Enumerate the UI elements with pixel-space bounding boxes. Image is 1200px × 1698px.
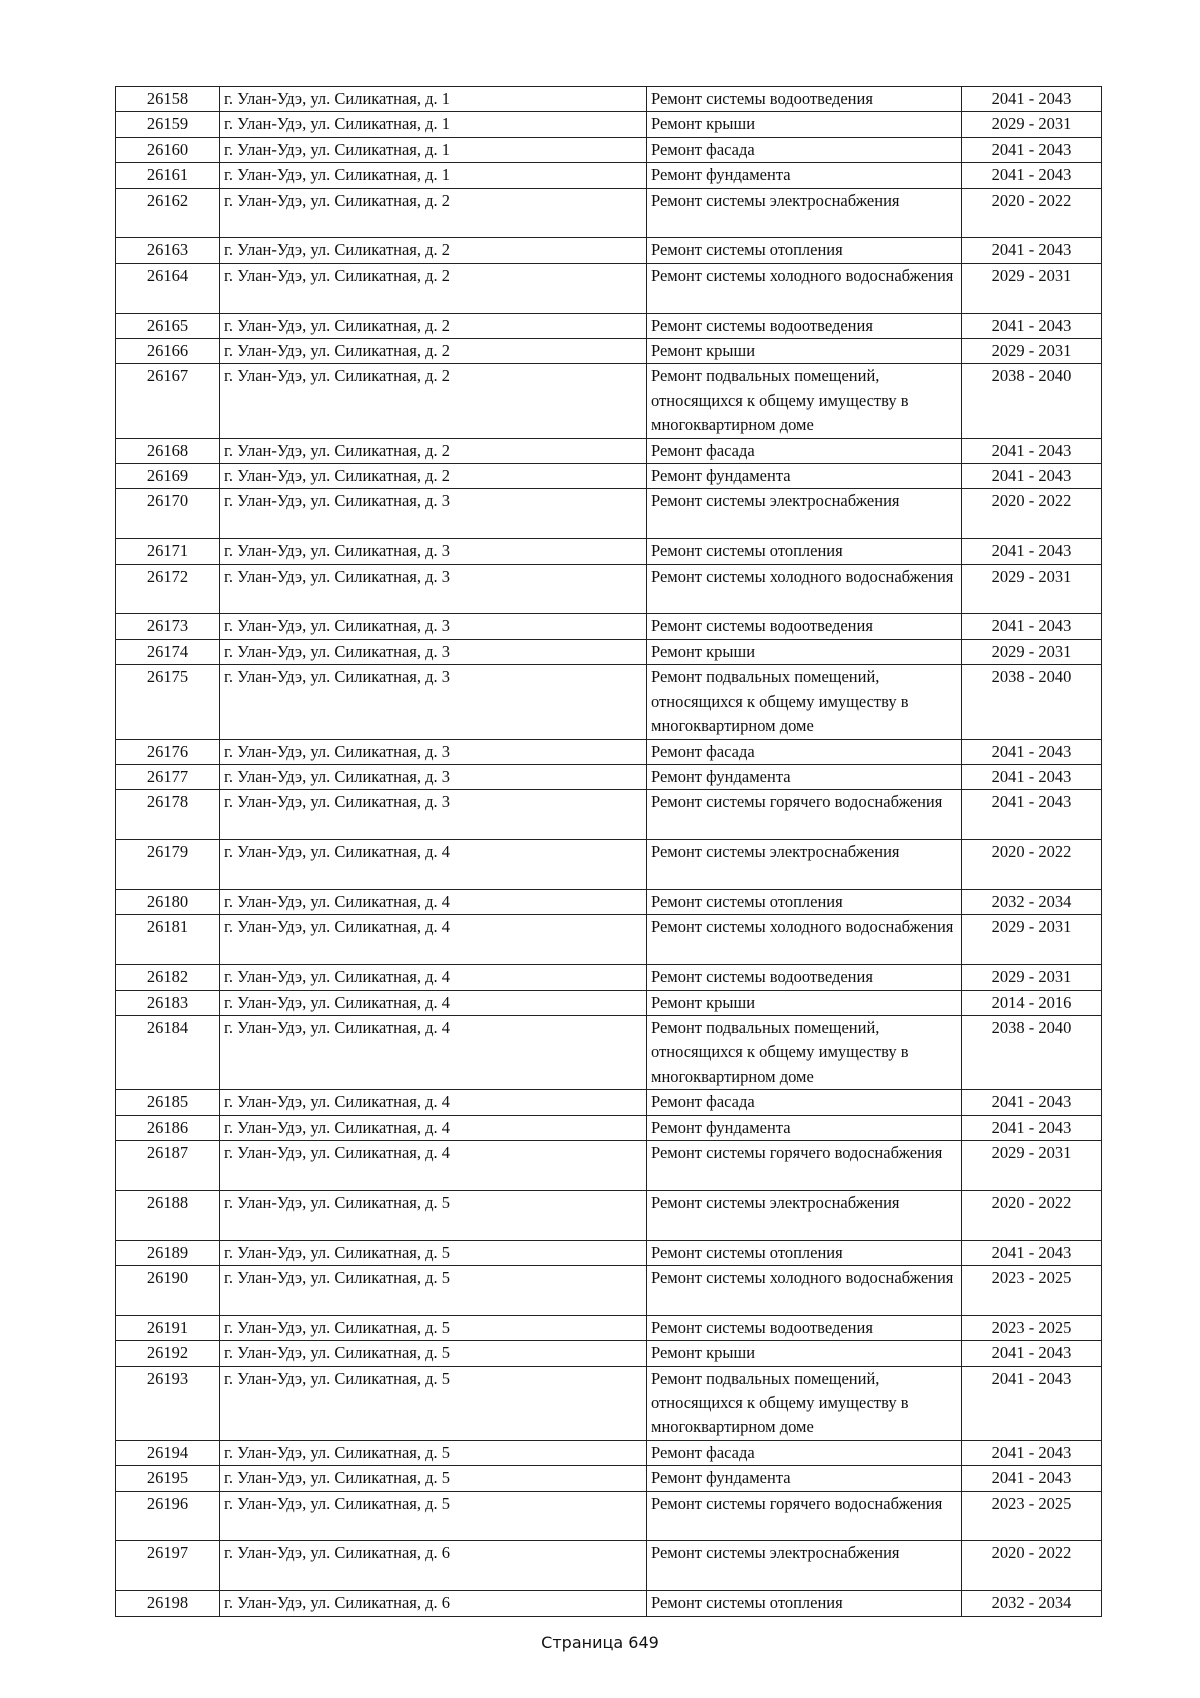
row-number-cell: 26197 xyxy=(116,1541,220,1591)
table-row xyxy=(116,1541,1102,1591)
address-cell: г. Улан-Удэ, ул. Силикатная, д. 4 xyxy=(220,915,647,965)
work-type-cell: Ремонт подвальных помещений, относящихся к общему имуществу в многоквартирном доме xyxy=(647,364,962,438)
period-cell: 2023 - 2025 xyxy=(962,1265,1102,1315)
table-row xyxy=(116,915,1102,965)
work-type-cell: Ремонт фундамента xyxy=(647,163,962,188)
work-type-cell: Ремонт системы электроснабжения xyxy=(647,489,962,539)
table-row xyxy=(116,313,1102,338)
table-body xyxy=(116,87,1102,1617)
address-cell: г. Улан-Удэ, ул. Силикатная, д. 5 xyxy=(220,1240,647,1265)
table-row xyxy=(116,112,1102,137)
period-cell: 2041 - 2043 xyxy=(962,539,1102,564)
address-cell: г. Улан-Удэ, ул. Силикатная, д. 4 xyxy=(220,1140,647,1190)
period-cell: 2029 - 2031 xyxy=(962,339,1102,364)
row-number-cell: 26160 xyxy=(116,137,220,162)
table-row xyxy=(116,1315,1102,1340)
period-cell: 2029 - 2031 xyxy=(962,263,1102,313)
table-row xyxy=(116,840,1102,890)
work-type-cell: Ремонт системы отопления xyxy=(647,238,962,263)
address-cell: г. Улан-Удэ, ул. Силикатная, д. 5 xyxy=(220,1341,647,1366)
row-number-cell: 26169 xyxy=(116,464,220,489)
work-type-cell: Ремонт системы электроснабжения xyxy=(647,188,962,238)
row-number-cell: 26190 xyxy=(116,1265,220,1315)
work-type-cell: Ремонт крыши xyxy=(647,1341,962,1366)
work-type-cell: Ремонт фасада xyxy=(647,1090,962,1115)
table-row xyxy=(116,614,1102,639)
row-number-cell: 26176 xyxy=(116,739,220,764)
period-cell: 2041 - 2043 xyxy=(962,1366,1102,1440)
row-number-cell: 26161 xyxy=(116,163,220,188)
table-row xyxy=(116,1491,1102,1541)
table-row xyxy=(116,639,1102,664)
row-number-cell: 26187 xyxy=(116,1140,220,1190)
address-cell: г. Улан-Удэ, ул. Силикатная, д. 4 xyxy=(220,840,647,890)
period-cell: 2041 - 2043 xyxy=(962,1240,1102,1265)
table-row xyxy=(116,188,1102,238)
period-cell: 2020 - 2022 xyxy=(962,489,1102,539)
repair-schedule-table xyxy=(115,86,1102,1617)
work-type-cell: Ремонт системы водоотведения xyxy=(647,1315,962,1340)
table-row xyxy=(116,1115,1102,1140)
work-type-cell: Ремонт фундамента xyxy=(647,1115,962,1140)
address-cell: г. Улан-Удэ, ул. Силикатная, д. 4 xyxy=(220,990,647,1015)
period-cell: 2041 - 2043 xyxy=(962,313,1102,338)
period-cell: 2032 - 2034 xyxy=(962,1591,1102,1616)
period-cell: 2020 - 2022 xyxy=(962,188,1102,238)
work-type-cell: Ремонт крыши xyxy=(647,112,962,137)
period-cell: 2038 - 2040 xyxy=(962,364,1102,438)
address-cell: г. Улан-Удэ, ул. Силикатная, д. 4 xyxy=(220,889,647,914)
row-number-cell: 26180 xyxy=(116,889,220,914)
work-type-cell: Ремонт системы водоотведения xyxy=(647,965,962,990)
address-cell: г. Улан-Удэ, ул. Силикатная, д. 3 xyxy=(220,539,647,564)
work-type-cell: Ремонт системы водоотведения xyxy=(647,313,962,338)
address-cell: г. Улан-Удэ, ул. Силикатная, д. 2 xyxy=(220,313,647,338)
address-cell: г. Улан-Удэ, ул. Силикатная, д. 2 xyxy=(220,464,647,489)
row-number-cell: 26165 xyxy=(116,313,220,338)
row-number-cell: 26184 xyxy=(116,1015,220,1089)
work-type-cell: Ремонт фасада xyxy=(647,1440,962,1465)
row-number-cell: 26195 xyxy=(116,1466,220,1491)
work-type-cell: Ремонт фасада xyxy=(647,137,962,162)
table-row xyxy=(116,263,1102,313)
period-cell: 2041 - 2043 xyxy=(962,464,1102,489)
address-cell: г. Улан-Удэ, ул. Силикатная, д. 5 xyxy=(220,1466,647,1491)
period-cell: 2020 - 2022 xyxy=(962,1190,1102,1240)
row-number-cell: 26177 xyxy=(116,764,220,789)
period-cell: 2041 - 2043 xyxy=(962,163,1102,188)
row-number-cell: 26170 xyxy=(116,489,220,539)
table-row xyxy=(116,1466,1102,1491)
address-cell: г. Улан-Удэ, ул. Силикатная, д. 4 xyxy=(220,1015,647,1089)
address-cell: г. Улан-Удэ, ул. Силикатная, д. 5 xyxy=(220,1265,647,1315)
row-number-cell: 26166 xyxy=(116,339,220,364)
row-number-cell: 26175 xyxy=(116,665,220,739)
address-cell: г. Улан-Удэ, ул. Силикатная, д. 5 xyxy=(220,1366,647,1440)
row-number-cell: 26196 xyxy=(116,1491,220,1541)
work-type-cell: Ремонт подвальных помещений, относящихся к общему имуществу в многоквартирном доме xyxy=(647,1015,962,1089)
table-row xyxy=(116,438,1102,463)
address-cell: г. Улан-Удэ, ул. Силикатная, д. 5 xyxy=(220,1440,647,1465)
work-type-cell: Ремонт системы электроснабжения xyxy=(647,1190,962,1240)
period-cell: 2041 - 2043 xyxy=(962,1341,1102,1366)
table-row xyxy=(116,238,1102,263)
work-type-cell: Ремонт системы холодного водоснабжения xyxy=(647,263,962,313)
row-number-cell: 26174 xyxy=(116,639,220,664)
period-cell: 2014 - 2016 xyxy=(962,990,1102,1015)
address-cell: г. Улан-Удэ, ул. Силикатная, д. 2 xyxy=(220,364,647,438)
row-number-cell: 26167 xyxy=(116,364,220,438)
table-row xyxy=(116,1341,1102,1366)
table-row xyxy=(116,739,1102,764)
period-cell: 2020 - 2022 xyxy=(962,1541,1102,1591)
period-cell: 2020 - 2022 xyxy=(962,840,1102,890)
row-number-cell: 26186 xyxy=(116,1115,220,1140)
address-cell: г. Улан-Удэ, ул. Силикатная, д. 6 xyxy=(220,1541,647,1591)
table-row xyxy=(116,87,1102,112)
work-type-cell: Ремонт системы электроснабжения xyxy=(647,840,962,890)
table-row xyxy=(116,1090,1102,1115)
address-cell: г. Улан-Удэ, ул. Силикатная, д. 4 xyxy=(220,965,647,990)
work-type-cell: Ремонт фасада xyxy=(647,438,962,463)
work-type-cell: Ремонт системы водоотведения xyxy=(647,614,962,639)
table-row xyxy=(116,1140,1102,1190)
page-number: Страница 649 xyxy=(541,1633,659,1652)
period-cell: 2041 - 2043 xyxy=(962,1090,1102,1115)
address-cell: г. Улан-Удэ, ул. Силикатная, д. 1 xyxy=(220,163,647,188)
row-number-cell: 26164 xyxy=(116,263,220,313)
period-cell: 2041 - 2043 xyxy=(962,790,1102,840)
period-cell: 2023 - 2025 xyxy=(962,1491,1102,1541)
address-cell: г. Улан-Удэ, ул. Силикатная, д. 1 xyxy=(220,137,647,162)
row-number-cell: 26159 xyxy=(116,112,220,137)
work-type-cell: Ремонт фундамента xyxy=(647,764,962,789)
address-cell: г. Улан-Удэ, ул. Силикатная, д. 5 xyxy=(220,1491,647,1541)
row-number-cell: 26172 xyxy=(116,564,220,614)
row-number-cell: 26194 xyxy=(116,1440,220,1465)
work-type-cell: Ремонт системы отопления xyxy=(647,889,962,914)
work-type-cell: Ремонт системы холодного водоснабжения xyxy=(647,1265,962,1315)
table-row xyxy=(116,1440,1102,1465)
table-row xyxy=(116,1591,1102,1616)
row-number-cell: 26163 xyxy=(116,238,220,263)
row-number-cell: 26185 xyxy=(116,1090,220,1115)
address-cell: г. Улан-Удэ, ул. Силикатная, д. 2 xyxy=(220,438,647,463)
address-cell: г. Улан-Удэ, ул. Силикатная, д. 3 xyxy=(220,614,647,639)
work-type-cell: Ремонт системы горячего водоснабжения xyxy=(647,1140,962,1190)
row-number-cell: 26181 xyxy=(116,915,220,965)
table-row xyxy=(116,464,1102,489)
work-type-cell: Ремонт системы отопления xyxy=(647,1591,962,1616)
table-row xyxy=(116,1015,1102,1089)
work-type-cell: Ремонт системы горячего водоснабжения xyxy=(647,790,962,840)
table-row xyxy=(116,889,1102,914)
work-type-cell: Ремонт системы отопления xyxy=(647,1240,962,1265)
address-cell: г. Улан-Удэ, ул. Силикатная, д. 3 xyxy=(220,489,647,539)
period-cell: 2041 - 2043 xyxy=(962,87,1102,112)
period-cell: 2041 - 2043 xyxy=(962,1115,1102,1140)
period-cell: 2041 - 2043 xyxy=(962,438,1102,463)
row-number-cell: 26168 xyxy=(116,438,220,463)
address-cell: г. Улан-Удэ, ул. Силикатная, д. 4 xyxy=(220,1115,647,1140)
period-cell: 2041 - 2043 xyxy=(962,764,1102,789)
work-type-cell: Ремонт крыши xyxy=(647,339,962,364)
address-cell: г. Улан-Удэ, ул. Силикатная, д. 2 xyxy=(220,238,647,263)
period-cell: 2023 - 2025 xyxy=(962,1315,1102,1340)
work-type-cell: Ремонт подвальных помещений, относящихся к общему имуществу в многоквартирном доме xyxy=(647,665,962,739)
address-cell: г. Улан-Удэ, ул. Силикатная, д. 5 xyxy=(220,1190,647,1240)
table-row xyxy=(116,990,1102,1015)
period-cell: 2038 - 2040 xyxy=(962,665,1102,739)
work-type-cell: Ремонт системы отопления xyxy=(647,539,962,564)
row-number-cell: 26189 xyxy=(116,1240,220,1265)
address-cell: г. Улан-Удэ, ул. Силикатная, д. 2 xyxy=(220,263,647,313)
period-cell: 2041 - 2043 xyxy=(962,1466,1102,1491)
address-cell: г. Улан-Удэ, ул. Силикатная, д. 3 xyxy=(220,739,647,764)
work-type-cell: Ремонт фасада xyxy=(647,739,962,764)
period-cell: 2038 - 2040 xyxy=(962,1015,1102,1089)
period-cell: 2029 - 2031 xyxy=(962,112,1102,137)
address-cell: г. Улан-Удэ, ул. Силикатная, д. 5 xyxy=(220,1315,647,1340)
address-cell: г. Улан-Удэ, ул. Силикатная, д. 1 xyxy=(220,87,647,112)
period-cell: 2029 - 2031 xyxy=(962,639,1102,664)
work-type-cell: Ремонт системы водоотведения xyxy=(647,87,962,112)
work-type-cell: Ремонт подвальных помещений, относящихся к общему имуществу в многоквартирном доме xyxy=(647,1366,962,1440)
period-cell: 2041 - 2043 xyxy=(962,238,1102,263)
period-cell: 2029 - 2031 xyxy=(962,915,1102,965)
period-cell: 2029 - 2031 xyxy=(962,564,1102,614)
row-number-cell: 26179 xyxy=(116,840,220,890)
row-number-cell: 26188 xyxy=(116,1190,220,1240)
table-row xyxy=(116,764,1102,789)
work-type-cell: Ремонт системы электроснабжения xyxy=(647,1541,962,1591)
table-row xyxy=(116,163,1102,188)
table-row xyxy=(116,364,1102,438)
table-row xyxy=(116,790,1102,840)
address-cell: г. Улан-Удэ, ул. Силикатная, д. 4 xyxy=(220,1090,647,1115)
address-cell: г. Улан-Удэ, ул. Силикатная, д. 3 xyxy=(220,665,647,739)
row-number-cell: 26178 xyxy=(116,790,220,840)
table-row xyxy=(116,137,1102,162)
work-type-cell: Ремонт крыши xyxy=(647,639,962,664)
address-cell: г. Улан-Удэ, ул. Силикатная, д. 2 xyxy=(220,188,647,238)
period-cell: 2029 - 2031 xyxy=(962,1140,1102,1190)
work-type-cell: Ремонт системы холодного водоснабжения xyxy=(647,915,962,965)
period-cell: 2041 - 2043 xyxy=(962,739,1102,764)
address-cell: г. Улан-Удэ, ул. Силикатная, д. 1 xyxy=(220,112,647,137)
table-row xyxy=(116,564,1102,614)
row-number-cell: 26193 xyxy=(116,1366,220,1440)
row-number-cell: 26182 xyxy=(116,965,220,990)
table-row xyxy=(116,339,1102,364)
work-type-cell: Ремонт фундамента xyxy=(647,464,962,489)
address-cell: г. Улан-Удэ, ул. Силикатная, д. 6 xyxy=(220,1591,647,1616)
row-number-cell: 26192 xyxy=(116,1341,220,1366)
row-number-cell: 26198 xyxy=(116,1591,220,1616)
address-cell: г. Улан-Удэ, ул. Силикатная, д. 2 xyxy=(220,339,647,364)
row-number-cell: 26171 xyxy=(116,539,220,564)
table-row xyxy=(116,489,1102,539)
table-row xyxy=(116,1240,1102,1265)
work-type-cell: Ремонт системы горячего водоснабжения xyxy=(647,1491,962,1541)
work-type-cell: Ремонт крыши xyxy=(647,990,962,1015)
row-number-cell: 26158 xyxy=(116,87,220,112)
period-cell: 2041 - 2043 xyxy=(962,1440,1102,1465)
period-cell: 2041 - 2043 xyxy=(962,614,1102,639)
row-number-cell: 26183 xyxy=(116,990,220,1015)
table-row xyxy=(116,539,1102,564)
table-row xyxy=(116,1366,1102,1440)
work-type-cell: Ремонт фундамента xyxy=(647,1466,962,1491)
address-cell: г. Улан-Удэ, ул. Силикатная, д. 3 xyxy=(220,764,647,789)
address-cell: г. Улан-Удэ, ул. Силикатная, д. 3 xyxy=(220,564,647,614)
table-row xyxy=(116,965,1102,990)
address-cell: г. Улан-Удэ, ул. Силикатная, д. 3 xyxy=(220,639,647,664)
table-row xyxy=(116,665,1102,739)
row-number-cell: 26162 xyxy=(116,188,220,238)
row-number-cell: 26191 xyxy=(116,1315,220,1340)
period-cell: 2029 - 2031 xyxy=(962,965,1102,990)
period-cell: 2041 - 2043 xyxy=(962,137,1102,162)
table-row xyxy=(116,1265,1102,1315)
row-number-cell: 26173 xyxy=(116,614,220,639)
period-cell: 2032 - 2034 xyxy=(962,889,1102,914)
work-type-cell: Ремонт системы холодного водоснабжения xyxy=(647,564,962,614)
address-cell: г. Улан-Удэ, ул. Силикатная, д. 3 xyxy=(220,790,647,840)
table-row xyxy=(116,1190,1102,1240)
